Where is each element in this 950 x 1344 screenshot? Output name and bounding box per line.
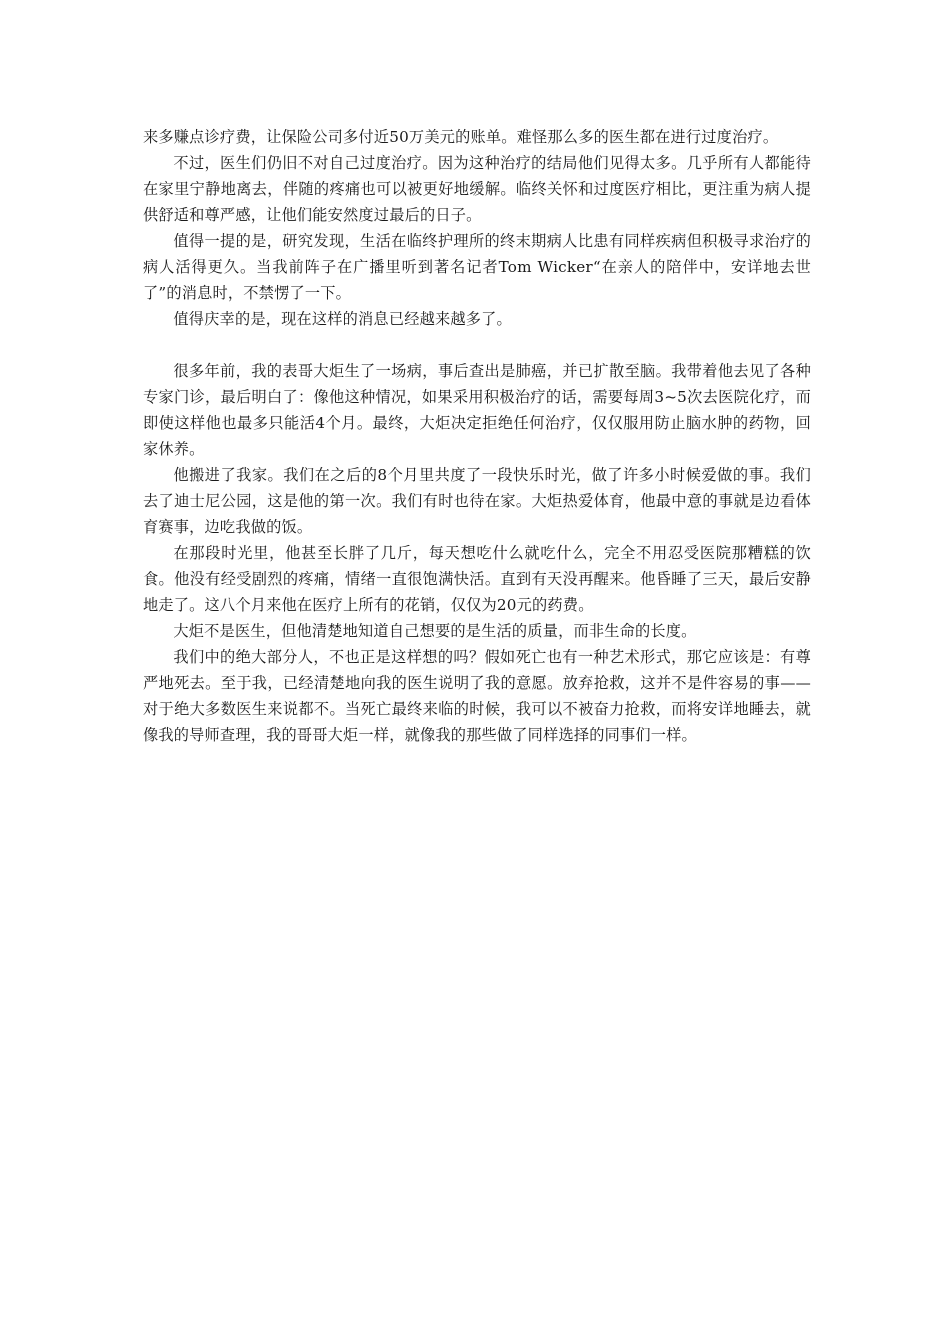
section-gap xyxy=(143,332,811,358)
paragraph: 不过，医生们仍旧不对自己过度治疗。因为这种治疗的结局他们见得太多。几乎所有人都能待在家里宁静地离去，伴随的疼痛也可以被更好地缓解。临终关怀和过度医疗相比，更注重为病人提供舒适和尊严感，让他们能安然度过最后的日子。 xyxy=(143,154,811,224)
paragraph: 很多年前，我的表哥大炬生了一场病，事后查出是肺癌，并已扩散至脑。我带着他去见了各种专家门诊，最后明白了：像他这种情况，如果采用积极治疗的话，需要每周3~5次去医院化疗，而即使这样他也最多只能活4个月。最终，大炬决定拒绝任何治疗，仅仅服用防止脑水肿的药物，回家休养。 xyxy=(143,362,811,458)
paragraph: 值得一提的是，研究发现，生活在临终护理所的终末期病人比患有同样疾病但积极寻求治疗的病人活得更久。当我前阵子在广播里听到著名记者Tom Wicker“在亲人的陪伴中，安详地去世了”的消息时，不禁愣了一下。 xyxy=(143,232,811,302)
paragraph: 值得庆幸的是，现在这样的消息已经越来越多了。 xyxy=(173,310,512,328)
paragraph: 在那段时光里，他甚至长胖了几斤，每天想吃什么就吃什么，完全不用忍受医院那糟糕的饮食。他没有经受剧烈的疼痛，情绪一直很饱满快活。直到有天没再醒来。他昏睡了三天，最后安静地走了。这八个月来他在医疗上所有的花销，仅仅为20元的药费。 xyxy=(143,544,811,614)
paragraph: 大炬不是医生，但他清楚地知道自己想要的是生活的质量，而非生命的长度。 xyxy=(173,622,697,640)
paragraph-continuation: 来多赚点诊疗费，让保险公司多付近50万美元的账单。难怪那么多的医生都在进行过度治疗。 xyxy=(143,128,779,146)
paragraph: 我们中的绝大部分人，不也正是这样想的吗？假如死亡也有一种艺术形式，那它应该是：有尊严地死去。至于我，已经清楚地向我的医生说明了我的意愿。放弃抢救，这并不是件容易的事——对于绝大多数医生来说都不。当死亡最终来临的时候，我可以不被奋力抢救，而将安详地睡去，就像我的导师查理，我的哥哥大炬一样，就像我的那些做了同样选择的同事们一样。 xyxy=(143,648,811,744)
article-body xyxy=(143,124,811,748)
paragraph: 他搬进了我家。我们在之后的8个月里共度了一段快乐时光，做了许多小时候爱做的事。我们去了迪士尼公园，这是他的第一次。我们有时也待在家。大炬热爱体育，他最中意的事就是边看体育赛事，边吃我做的饭。 xyxy=(143,466,811,536)
